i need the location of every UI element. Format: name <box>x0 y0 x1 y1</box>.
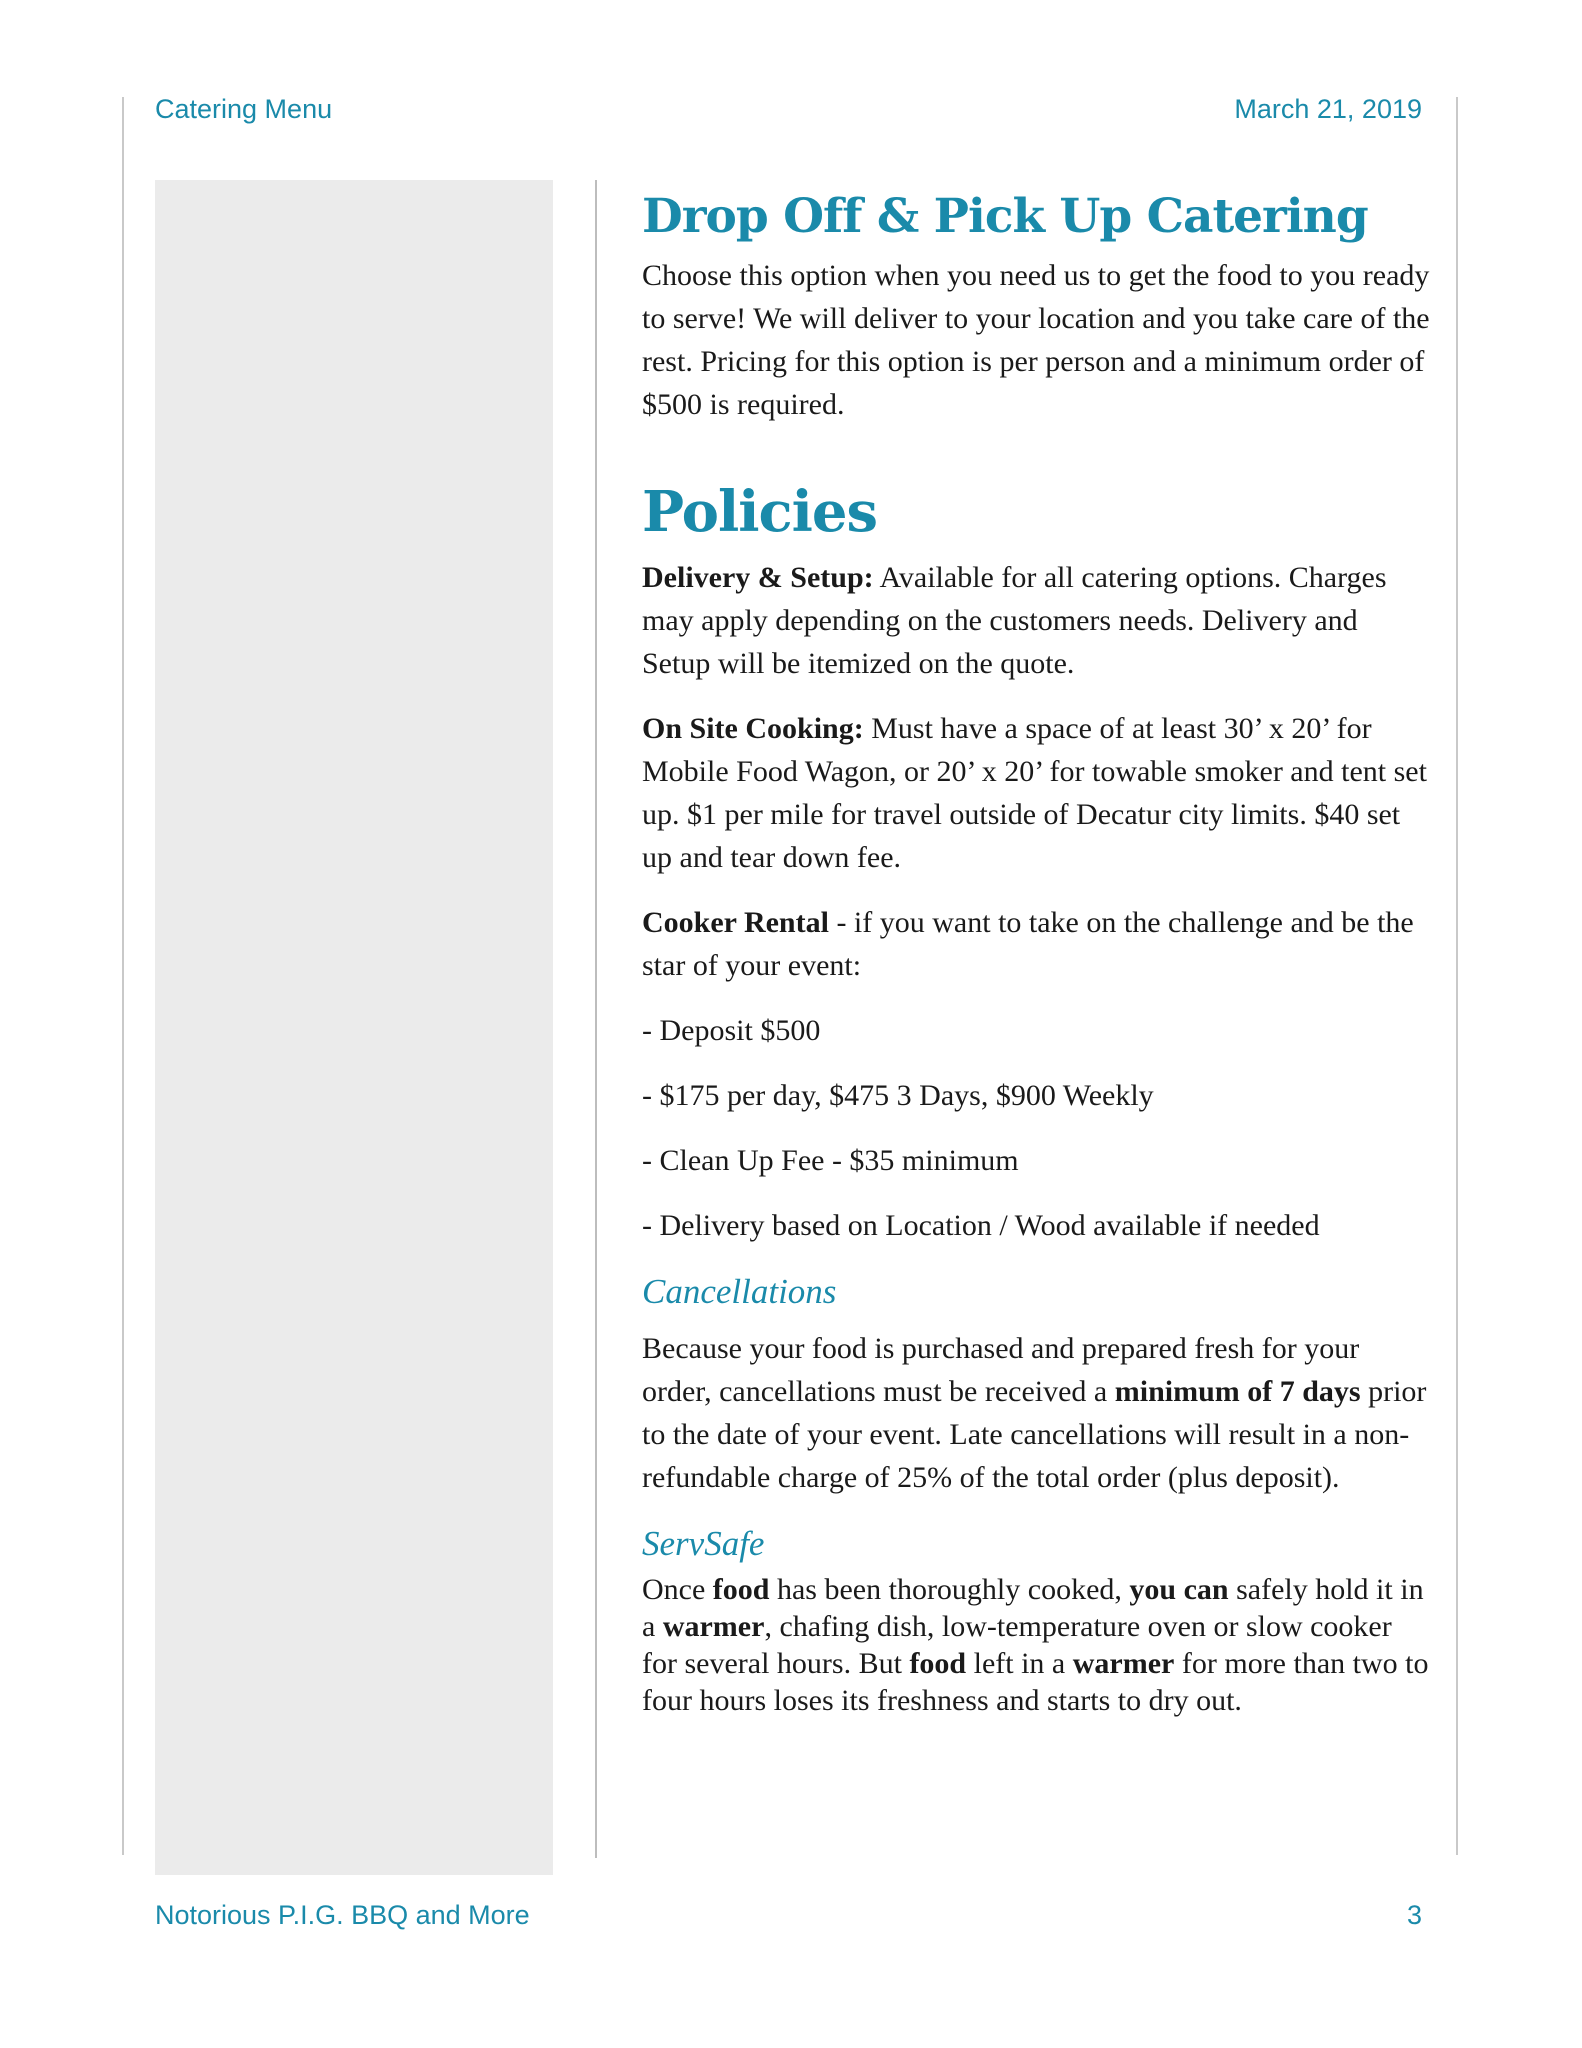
servsafe-text: , chafing dish, low-temperature oven or slow cooker for several hours. But <box>642 1609 1392 1680</box>
cooker-rental-policy <box>642 901 1432 987</box>
page-number: 3 <box>1406 1900 1422 1930</box>
list-item: - Delivery based on Location / Wood available if needed <box>642 1208 1320 1242</box>
left-margin-rule <box>122 97 124 1855</box>
servsafe-paragraph <box>642 1571 1432 1719</box>
header-title: Catering Menu <box>155 94 333 124</box>
cancellations-heading: Cancellations <box>642 1271 837 1311</box>
cooker-text: - if you want to take on the challenge and be the star of your event: <box>642 905 1414 982</box>
header-date: March 21, 2019 <box>1234 94 1422 124</box>
delivery-label: Delivery & Setup: <box>642 560 874 594</box>
footer-business-name: Notorious P.I.G. BBQ and More <box>155 1900 530 1930</box>
servsafe-bold: warmer <box>1072 1646 1175 1680</box>
servsafe-bold: food <box>712 1572 770 1606</box>
cancellations-body <box>642 1327 1432 1499</box>
servsafe-bold: food <box>909 1646 967 1680</box>
delivery-text: Available for all catering options. Charges may apply depending on the customers needs. Delivery and Setup will be itemized on the quote. <box>642 560 1387 680</box>
drop-off-body: Choose this option when you need us to get the food to you ready to serve! We will deliver to your location and you take care of the rest. Pricing for this option is per person and a minimum order of $500 is required. <box>642 259 1430 422</box>
delivery-policy <box>642 556 1432 685</box>
drop-off-heading: Drop Off & Pick Up Catering <box>642 189 1368 244</box>
servsafe-text: Once <box>642 1572 713 1606</box>
cooker-label: Cooker Rental <box>642 905 829 939</box>
cancellations-text-2: prior to the date of your event. Late cancellations will result in a non-refundable charge of 25% of the total order (plus deposit). <box>642 1374 1427 1494</box>
servsafe-bold: you can <box>1129 1572 1229 1606</box>
servsafe-heading: ServSafe <box>642 1523 765 1563</box>
cancellations-text-1: Because your food is purchased and prepared fresh for your order, cancellations must be received a <box>642 1331 1360 1408</box>
list-item: - $175 per day, $475 3 Days, $900 Weekly <box>642 1078 1154 1112</box>
policies-heading: Policies <box>642 479 878 546</box>
onsite-label: On Site Cooking: <box>642 711 864 745</box>
right-margin-rule <box>1456 97 1458 1855</box>
servsafe-text: safely hold it in a <box>642 1572 1424 1643</box>
onsite-text: Must have a space of at least 30’ x 20’ for Mobile Food Wagon, or 20’ x 20’ for towable smoker and tent set up. $1 per mile for travel outside of Decatur city limits. $40 set up and tear down fee. <box>642 711 1427 874</box>
onsite-policy <box>642 707 1432 879</box>
column-divider <box>595 180 597 1858</box>
servsafe-body <box>642 1571 1432 1719</box>
servsafe-text: has been thoroughly cooked, <box>769 1572 1130 1606</box>
list-item: - Clean Up Fee - $35 minimum <box>642 1143 1019 1177</box>
servsafe-text: for more than two to four hours loses its freshness and starts to dry out. <box>642 1646 1429 1717</box>
sidebar-image-placeholder <box>155 180 553 1875</box>
list-item: - Deposit $500 <box>642 1013 821 1047</box>
main-content <box>642 182 1432 1719</box>
servsafe-text: left in a <box>966 1646 1073 1680</box>
cancellations-bold: minimum of 7 days <box>1114 1374 1361 1408</box>
servsafe-bold: warmer <box>662 1609 765 1643</box>
